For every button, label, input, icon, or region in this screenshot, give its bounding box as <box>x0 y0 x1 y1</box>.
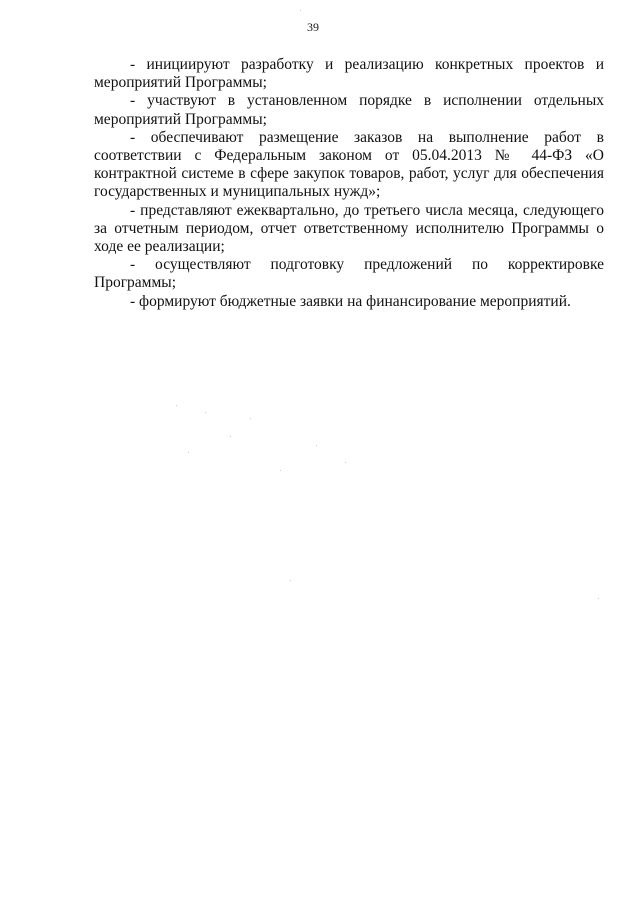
body-text <box>94 56 604 311</box>
paragraph-correction-proposals: - осуществляют подготовку предложений по корректировке Программы; <box>94 256 604 292</box>
paragraph-quarterly-report: - представляют ежеквартально, до третьего числа месяца, следующего за отчетным периодом, отчет ответственному исполнителю Программы о ходе ее реализации; <box>94 201 604 256</box>
paragraph-participate-execution: - участвуют в установленном порядке в исполнении отдельных мероприятий Программы; <box>94 92 604 128</box>
scan-speck <box>300 10 301 11</box>
scan-speck <box>230 436 231 437</box>
scan-speck <box>176 405 177 406</box>
paragraph-initiate-projects: - инициируют разработку и реализацию конкретных проектов и мероприятий Программы; <box>94 56 604 92</box>
page-number: 39 <box>307 20 319 34</box>
paragraph-budget-requests: - формируют бюджетные заявки на финансирование мероприятий. <box>130 292 571 310</box>
scan-speck <box>598 598 599 599</box>
scan-speck <box>188 452 189 453</box>
scan-speck <box>280 470 281 471</box>
scan-speck <box>345 462 346 463</box>
scan-speck <box>290 580 291 581</box>
paragraph-procurement-law: - обеспечивают размещение заказов на выполнение работ в соответствии с Федеральным законом от 05.04.2013 № 44-ФЗ «О контрактной системе в сфере закупок товаров, работ, услуг для обеспечения государственных и муниципальных нужд»; <box>94 128 604 201</box>
scan-speck <box>316 445 317 446</box>
scan-speck <box>250 418 251 419</box>
scan-speck <box>205 412 206 413</box>
